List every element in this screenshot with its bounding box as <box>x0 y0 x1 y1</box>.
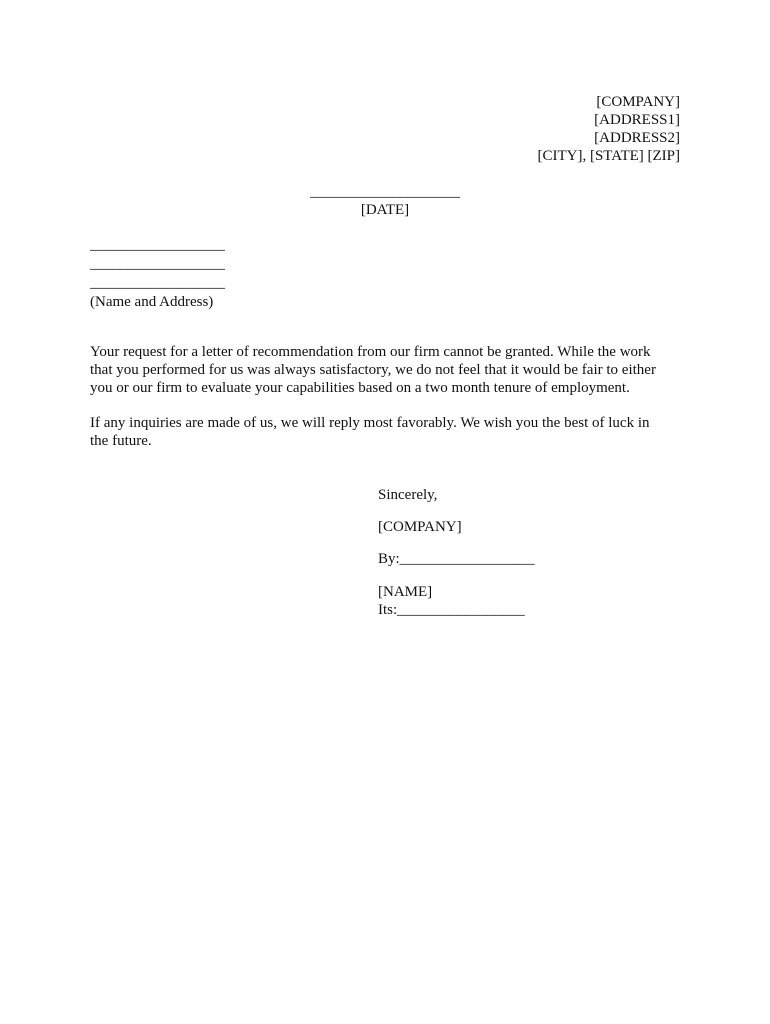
signer-title-line: Its:_________________ <box>378 602 525 618</box>
closing-salutation: Sincerely, <box>378 487 438 503</box>
sender-address2: [ADDRESS2] <box>594 130 680 146</box>
date-blank-line: ____________________ <box>310 184 460 200</box>
closing-block <box>378 486 535 619</box>
sender-city-state-zip: [CITY], [STATE] [ZIP] <box>537 148 680 164</box>
letter-body <box>90 343 670 467</box>
date-block <box>0 183 770 219</box>
recipient-block <box>90 236 225 312</box>
signature-by-line: By:__________________ <box>378 551 535 567</box>
sender-address-block <box>537 93 680 165</box>
body-paragraph-1: Your request for a letter of recommendation from our firm cannot be granted. While the work that you performed for us was always satisfactory, we do not feel that it would be fair to either you or our firm to evaluate your capabilities based on a two month tenure of employment. <box>90 344 656 396</box>
body-paragraph-2: If any inquiries are made of us, we will reply most favorably. We wish you the best of luck in the future. <box>90 415 650 449</box>
signer-name: [NAME] <box>378 584 433 600</box>
closing-company: [COMPANY] <box>378 519 462 535</box>
recipient-blank-line: __________________ <box>90 237 225 253</box>
sender-address1: [ADDRESS1] <box>594 112 680 128</box>
sender-company: [COMPANY] <box>596 94 680 110</box>
recipient-blank-line: __________________ <box>90 256 225 272</box>
recipient-blank-line: __________________ <box>90 275 225 291</box>
date-label: [DATE] <box>360 202 410 218</box>
recipient-label: (Name and Address) <box>90 294 214 310</box>
